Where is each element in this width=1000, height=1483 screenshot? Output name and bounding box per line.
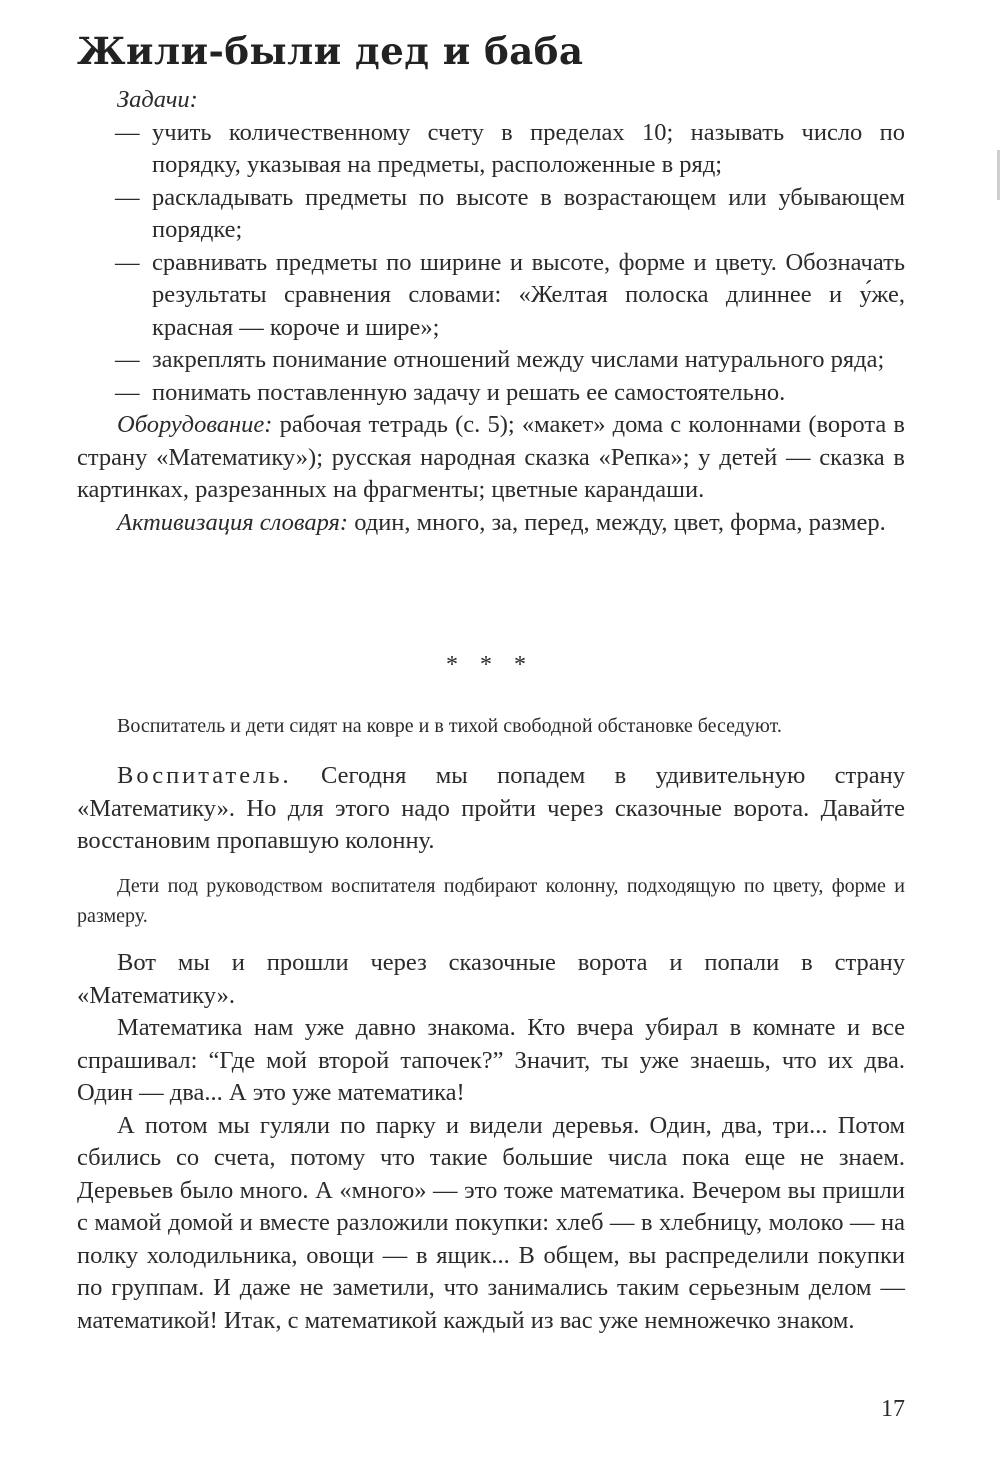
task-item-text: понимать поставленную задачу и решать ее самостоятельно. — [152, 378, 786, 406]
equipment-paragraph — [77, 409, 905, 507]
equipment-label: Оборудование: — [117, 411, 273, 438]
dash-bullet: — — [115, 248, 140, 276]
vocabulary-text: один, много, за, перед, между, цвет, форма, размер. — [348, 508, 886, 536]
task-item-text: сравнивать предметы по ширине и высоте, форме и цвету. Обозначать результаты сравнения словами: «Желтая полоска длиннее и у́же, красная — короче и шире»; — [152, 248, 905, 341]
task-item-text: учить количественному счету в пределах 10; называть число по порядку, указывая на предметы, расположенные в ряд; — [152, 118, 905, 178]
dialogue-text: Сегодня мы попадем в удивительную страну «Математику». Но для этого надо пройти через сказочные ворота. Давайте восстановим пропавшую колонну. — [77, 762, 905, 854]
dash-bullet: — — [115, 346, 140, 373]
tasks-section — [77, 84, 905, 539]
narrative-block — [77, 947, 905, 1337]
stage-remark: Воспитатель и дети сидят на ковре и в тихой свободной обстановке беседуют. — [117, 715, 782, 737]
body-paragraph: А потом мы гуляли по парку и видели деревья. Один, два, три... Потом сбились со счета, потому что такие большие числа пока еще не знаем. Деревьев было много. А «много» — это тоже математика. Вечером вы пришли с мамой домой и вместе разложили покупки: хлеб — в хлебницу, молоко — на полку холодильника, овощи — в ящик... В общем, вы распределили покупки по группам. И даже не заметили, что занимались таким серьезным делом — математикой! Итак, с математикой каждый из вас уже немножечко знаком. — [77, 1111, 905, 1334]
remark-2-block — [77, 871, 905, 931]
speaker-name: Воспитатель. — [117, 762, 292, 789]
section-separator: * * * — [446, 652, 534, 678]
vocabulary-paragraph — [77, 507, 905, 540]
task-item — [77, 182, 905, 247]
task-item — [77, 247, 905, 345]
dialogue-line — [77, 760, 905, 858]
vocabulary-label: Активизация словаря: — [117, 508, 349, 536]
dash-bullet: — — [115, 118, 140, 146]
remark-1-block — [77, 711, 905, 741]
stage-remark: Дети под руководством воспитателя подбирают колонну, подходящую по цвету, форме и размеру. — [77, 875, 905, 927]
tasks-label: Задачи: — [117, 86, 198, 113]
task-item — [77, 344, 905, 377]
task-item-text: закреплять понимание отношений между числами натурального ряда; — [152, 346, 885, 373]
dialogue-block — [77, 760, 905, 858]
dash-bullet: — — [115, 183, 140, 211]
task-item — [77, 377, 905, 410]
dash-bullet: — — [115, 378, 140, 406]
task-item — [77, 117, 905, 182]
page-title: Жили-были дед и баба — [77, 29, 584, 73]
task-item-text: раскладывать предметы по высоте в возрастающем или убывающем порядке; — [152, 183, 905, 243]
equipment-text: рабочая тетрадь (с. 5); «макет» дома с колоннами (ворота в страну «Математику»); русская народная сказка «Репка»; у детей — сказка в картинках, разрезанных на фрагменты; цветные карандаши. — [77, 411, 905, 503]
body-paragraph: Математика нам уже давно знакома. Кто вчера убирал в комнате и все спрашивал: “Где мой второй тапочек?” Значит, ты уже знаешь, что их два. Один — два... А это уже математика! — [77, 1014, 905, 1106]
body-paragraph: Вот мы и прошли через сказочные ворота и попали в страну «Математику». — [77, 949, 905, 1009]
page-number: 17 — [881, 1396, 905, 1422]
